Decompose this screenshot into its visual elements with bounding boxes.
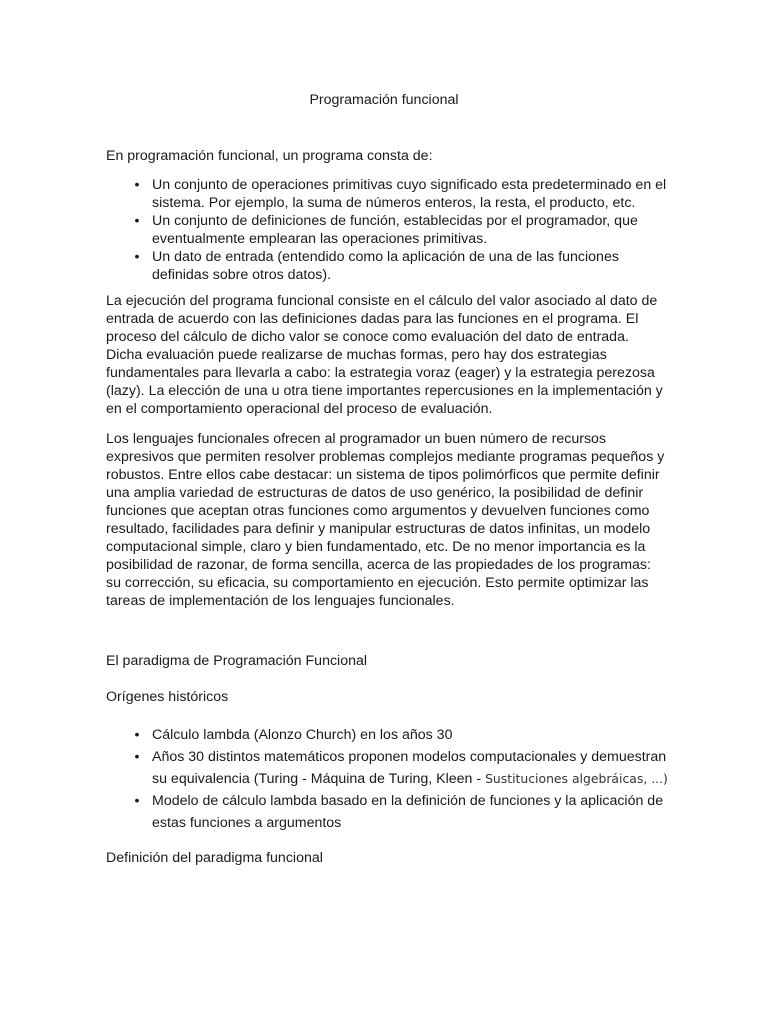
intro-text: En programación funcional, un programa consta de:	[106, 148, 433, 164]
list-item	[106, 790, 671, 834]
list-item-text: Un dato de entrada (entendido como la aplicación de una de las funciones definidas sobre otros datos).	[152, 249, 619, 283]
bullet-icon: •	[134, 749, 140, 765]
origins-list	[106, 724, 671, 834]
list-item	[106, 724, 671, 746]
list-item-text: Modelo de cálculo lambda basado en la definición de funciones y la aplicación de estas funciones a argumentos	[152, 793, 664, 831]
bullet-icon: •	[134, 249, 140, 265]
list-item-text: Un conjunto de definiciones de función, establecidas por el programador, que eventualmente emplearan las operaciones primitivas.	[152, 213, 638, 247]
list-item	[106, 248, 671, 284]
section-heading: El paradigma de Programación Funcional	[106, 653, 368, 669]
list-item-text: Un conjunto de operaciones primitivas cuyo significado esta predeterminado en el sistema. Por ejemplo, la suma de números enteros, la resta, el producto, etc.	[152, 177, 667, 211]
list-item	[106, 212, 671, 248]
components-list	[106, 176, 671, 284]
execution-paragraph: La ejecución del programa funcional consiste en el cálculo del valor asociado al dato de entrada de acuerdo con las definiciones dadas para las funciones en el programa. El proceso del cálculo de dicho valor se conoce como evaluación del dato de entrada. Dicha evaluación puede realizarse de muchas formas, pero hay dos estrategias fundamentales para llevarla a cabo: la estrategia voraz (eager) y la estrategia perezosa (lazy). La elección de una u otra tiene importantes repercusiones en la implementación y en el comportamiento operacional del proceso de evaluación.	[106, 293, 663, 417]
bullet-icon: •	[134, 727, 140, 743]
list-item-text-tail: Sustituciones algebráicas, ...)	[485, 771, 668, 786]
bullet-icon: •	[134, 177, 140, 193]
bullet-icon: •	[134, 793, 140, 809]
page-title: Programación funcional	[309, 92, 459, 108]
list-item	[106, 176, 671, 212]
definition-heading: Definición del paradigma funcional	[106, 850, 323, 866]
list-item	[106, 746, 671, 790]
languages-paragraph: Los lenguajes funcionales ofrecen al programador un buen número de recursos expresivos que permiten resolver problemas complejos mediante programas pequeños y robustos. Entre ellos cabe destacar: un sistema de tipos polimórficos que permite definir una amplia variedad de estructuras de datos de uso genérico, la posibilidad de definir funciones que aceptan otras funciones como argumentos y devuelven funciones como resultado, facilidades para definir y manipular estructuras de datos infinitas, un modelo computacional simple, claro y bien fundamentado, etc. De no menor importancia es la posibilidad de razonar, de forma sencilla, acerca de las propiedades de los programas: su corrección, su eficacia, su comportamiento en ejecución. Esto permite optimizar las tareas de implementación de los lenguajes funcionales.	[106, 431, 665, 609]
bullet-icon: •	[134, 213, 140, 229]
origins-heading: Orígenes históricos	[106, 689, 229, 705]
list-item-text: Años 30 distintos matemáticos proponen modelos computacionales y demuestran su equivalencia (Turing - Máquina de Turing, Kleen -	[152, 749, 667, 787]
list-item-text: Cálculo lambda (Alonzo Church) en los años 30	[152, 727, 453, 743]
